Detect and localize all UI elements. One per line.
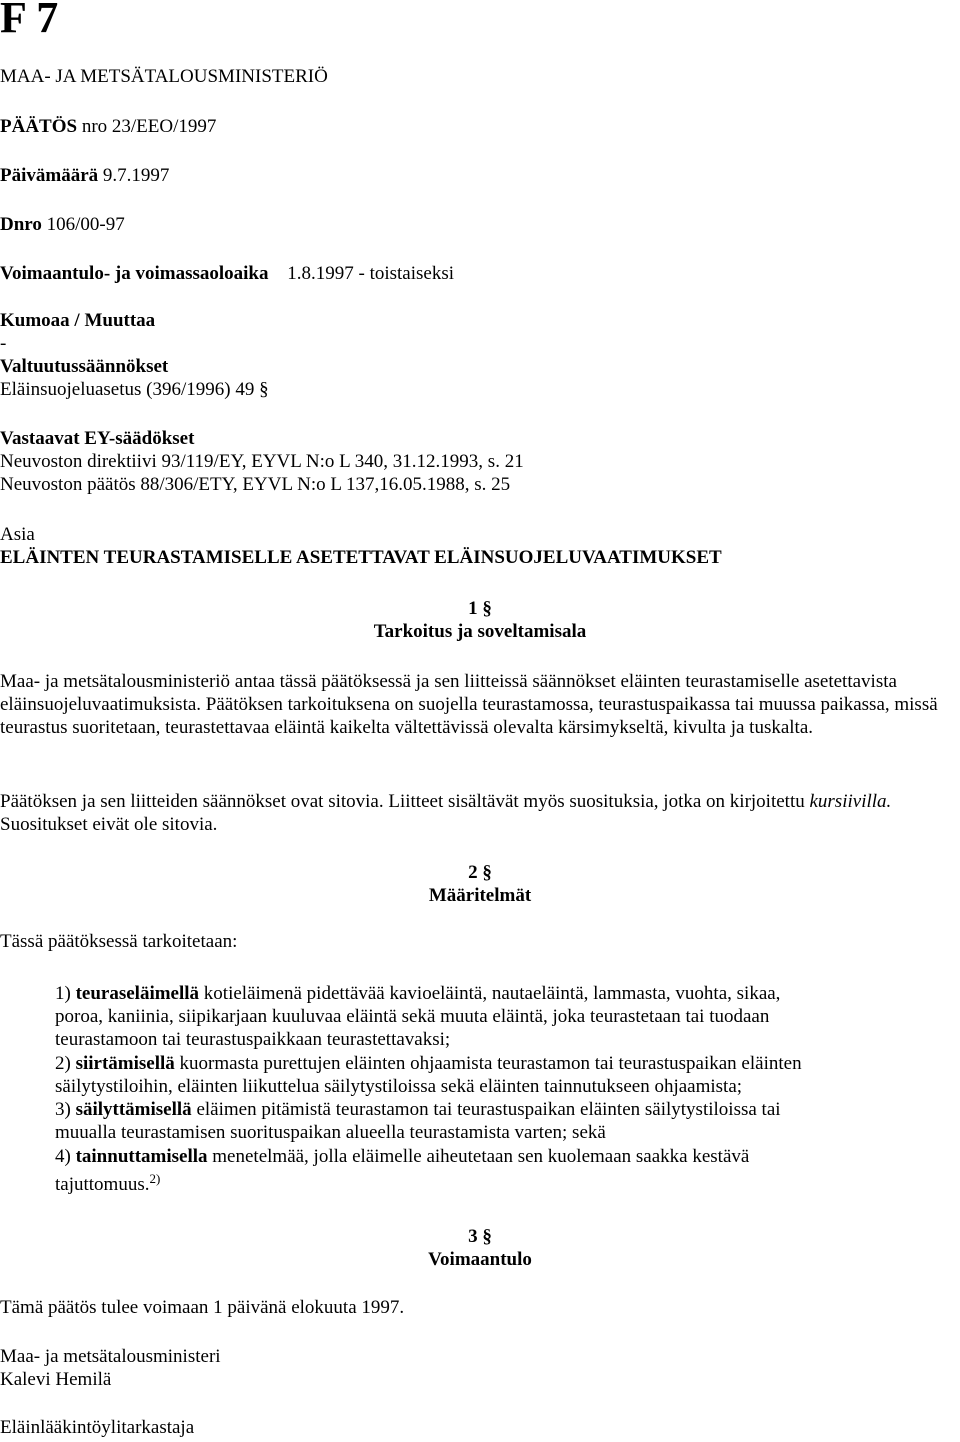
definition-1-term: teuraseläimellä	[75, 983, 200, 1004]
decision-label: PÄÄTÖS	[0, 116, 78, 137]
ec-reference-2: Neuvoston päätös 88/306/ETY, EYVL N:o L 137,16.05.1988, s. 25	[0, 474, 511, 495]
para2-text-b: Suositukset eivät ole sitovia.	[0, 814, 218, 835]
authority-value: Eläinsuojeluasetus (396/1996) 49 §	[0, 379, 269, 400]
definition-4-line-1: menetelmää, jolla eläimelle aiheutetaan sen kuolemaan saakka kestävä	[212, 1146, 750, 1167]
date-label: Päivämäärä	[0, 165, 99, 186]
document-code: F 7	[0, 0, 59, 42]
definition-3-line-2: muualla teurastamisen suorituspaikan alueella teurastamista varten; sekä	[55, 1122, 606, 1143]
section-3-title: Voimaantulo	[428, 1249, 532, 1270]
date-value: 9.7.1997	[102, 165, 170, 186]
footnote-marker: 2)	[149, 1171, 161, 1186]
para2-text-a: Päätöksen ja sen liitteiden säännökset ovat sitovia. Liitteet sisältävät myös suosituksia, jotka on kirjoitettu	[0, 791, 810, 812]
definition-4	[55, 1146, 749, 1168]
section-3-number: 3 §	[468, 1226, 492, 1247]
definition-2-number: 2)	[55, 1053, 71, 1074]
definition-1-line-1: kotieläimenä pidettävää kavioeläintä, nautaeläintä, lammasta, vuohta, sikaa,	[203, 983, 781, 1004]
definition-2-line-2: säilytystiloihin, eläinten liikuttelua säilytystiloissa sekä eläinten tainnutukseen ohjaamista;	[55, 1076, 743, 1097]
definition-1	[55, 983, 780, 1005]
definition-4-line-2	[55, 1171, 161, 1196]
ec-reference-1: Neuvoston direktiivi 93/119/EY, EYVL N:o L 340, 31.12.1993, s. 21	[0, 451, 524, 472]
dnro-value: 106/00-97	[46, 214, 125, 235]
signatory-1-name: Kalevi Hemilä	[0, 1369, 112, 1390]
para2-italic: kursiivilla.	[809, 791, 892, 812]
section-2-number: 2 §	[468, 862, 492, 883]
section-1-number: 1 §	[468, 598, 492, 619]
definition-2-term: siirtämisellä	[75, 1053, 175, 1074]
definition-1-line-2: poroa, kaniinia, siipikarjaan kuuluvaa eläintä sekä muuta eläintä, joka teurastetaan tai tuodaan	[55, 1006, 770, 1027]
decision-number	[0, 116, 216, 138]
authority-label: Valtuutussäännökset	[0, 356, 169, 377]
definition-4-line-2-text: tajuttomuus.	[55, 1174, 150, 1195]
definition-4-number: 4)	[55, 1146, 71, 1167]
definition-3-line-1: eläimen pitämistä teurastamon tai teurastuspaikan eläinten säilytystiloissa tai	[196, 1099, 781, 1120]
definition-1-number: 1)	[55, 983, 71, 1004]
definition-3	[55, 1099, 781, 1121]
definition-1-line-3: teurastamoon tai teurastuspaikkaan teurastettavaksi;	[55, 1029, 451, 1050]
definition-3-term: säilyttämisellä	[75, 1099, 192, 1120]
decision-date	[0, 165, 169, 187]
validity-period	[0, 263, 454, 285]
definitions-intro: Tässä päätöksessä tarkoitetaan:	[0, 931, 238, 952]
section-1-title: Tarkoitus ja soveltamisala	[373, 621, 587, 642]
repeals-value: -	[0, 333, 7, 354]
decision-value: nro 23/EEO/1997	[81, 116, 217, 137]
dnro	[0, 214, 125, 236]
signatory-1-title: Maa- ja metsätalousministeri	[0, 1346, 221, 1367]
section-1-paragraph-1: Maa- ja metsätalousministeriö antaa tässä päätöksessä ja sen liitteissä säännökset eläinten teurastamiselle asetettavista eläinsuojeluvaatimuksista. Päätöksen tarkoituksena on suojella teurastamossa, teurastuspaikassa tai muussa paikassa, missä teurastus suoritetaan, teurastettavaa eläintä kaikelta vältettävissä olevalta kärsimykseltä, kivulta ja tuskalta.	[0, 671, 938, 738]
ministry-name: MAA- JA METSÄTALOUSMINISTERIÖ	[0, 66, 328, 87]
subject-label: Asia	[0, 524, 35, 545]
definition-3-number: 3)	[55, 1099, 71, 1120]
ec-label: Vastaavat EY-säädökset	[0, 428, 195, 449]
repeals-label: Kumoaa / Muuttaa	[0, 310, 156, 331]
section-2-title: Määritelmät	[428, 885, 532, 906]
validity-label: Voimaantulo- ja voimassaoloaika	[0, 263, 269, 284]
validity-value: 1.8.1997 - toistaiseksi	[287, 263, 455, 284]
subject-title: ELÄINTEN TEURASTAMISELLE ASETETTAVAT ELÄINSUOJELUVAATIMUKSET	[0, 547, 722, 568]
section-3-text: Tämä päätös tulee voimaan 1 päivänä elokuuta 1997.	[0, 1297, 405, 1318]
signatory-2-title: Eläinlääkintöylitarkastaja	[0, 1417, 195, 1438]
section-1-paragraph-2	[0, 790, 950, 836]
definition-2	[55, 1053, 802, 1075]
definition-2-line-1: kuormasta purettujen eläinten ohjaamista teurastamon tai teurastuspaikan eläinten	[179, 1053, 802, 1074]
dnro-label: Dnro	[0, 214, 42, 235]
definition-4-term: tainnuttamisella	[75, 1146, 208, 1167]
